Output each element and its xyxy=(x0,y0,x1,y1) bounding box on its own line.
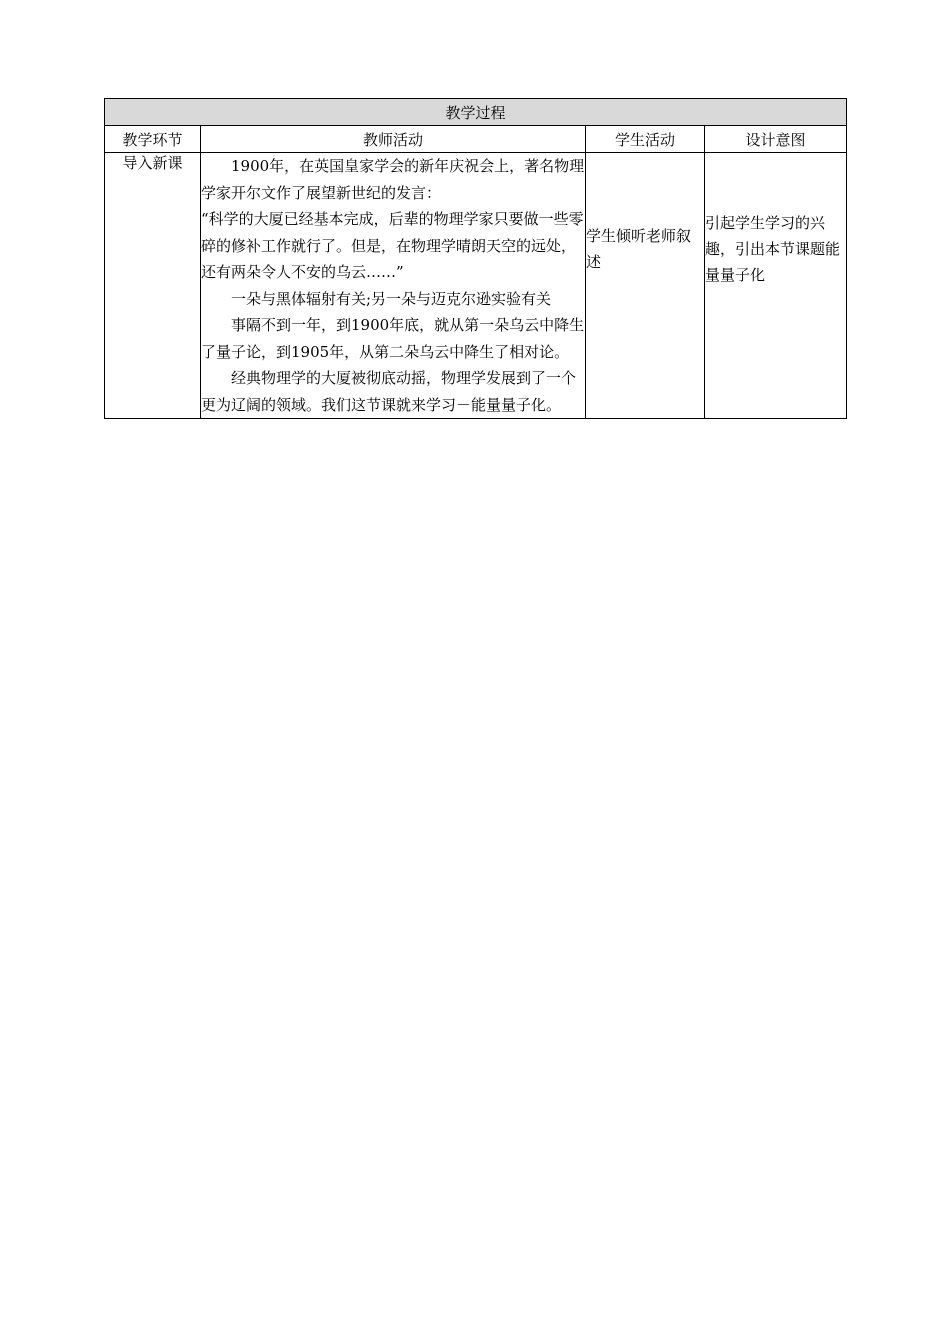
teaching-process-table xyxy=(104,98,847,419)
teacher-paragraph: 事隔不到一年，到1900年底，就从第一朵乌云中降生了量子论，到1905年，从第二朵乌云中降生了相对论。 xyxy=(201,316,585,361)
student-activity-cell xyxy=(586,153,705,419)
design-intent-cell xyxy=(705,153,847,419)
teacher-activity-cell xyxy=(201,153,586,419)
table-title: 教学过程 xyxy=(105,99,847,126)
header-design-intent: 设计意图 xyxy=(705,126,847,153)
teacher-paragraph: 一朵与黑体辐射有关;另一朵与迈克尔逊实验有关 xyxy=(231,289,552,308)
table-title-row xyxy=(105,99,847,126)
teacher-paragraph: 1900年，在英国皇家学会的新年庆祝会上，著名物理学家开尔文作了展望新世纪的发言： xyxy=(201,157,585,202)
header-student-activity: 学生活动 xyxy=(586,126,705,153)
table-header-row xyxy=(105,126,847,153)
header-stage: 教学环节 xyxy=(105,126,201,153)
teacher-paragraph: “科学的大厦已经基本完成，后辈的物理学家只要做一些零碎的修补工作就行了。但是，在物理学晴朗天空的远处，还有两朵令人不安的乌云……” xyxy=(201,210,584,281)
header-teacher-activity: 教师活动 xyxy=(201,126,586,153)
table-row xyxy=(105,153,847,419)
design-intent-text: 引起学生学习的兴趣，引出本节课题能量量子化 xyxy=(705,213,841,284)
teacher-paragraph: 经典物理学的大厦被彻底动摇，物理学发展到了一个更为辽阔的领域。我们这节课就来学习－能量量子化。 xyxy=(201,369,577,414)
student-activity-text: 学生倾听老师叙述 xyxy=(586,226,692,271)
stage-cell: 导入新课 xyxy=(105,153,201,419)
